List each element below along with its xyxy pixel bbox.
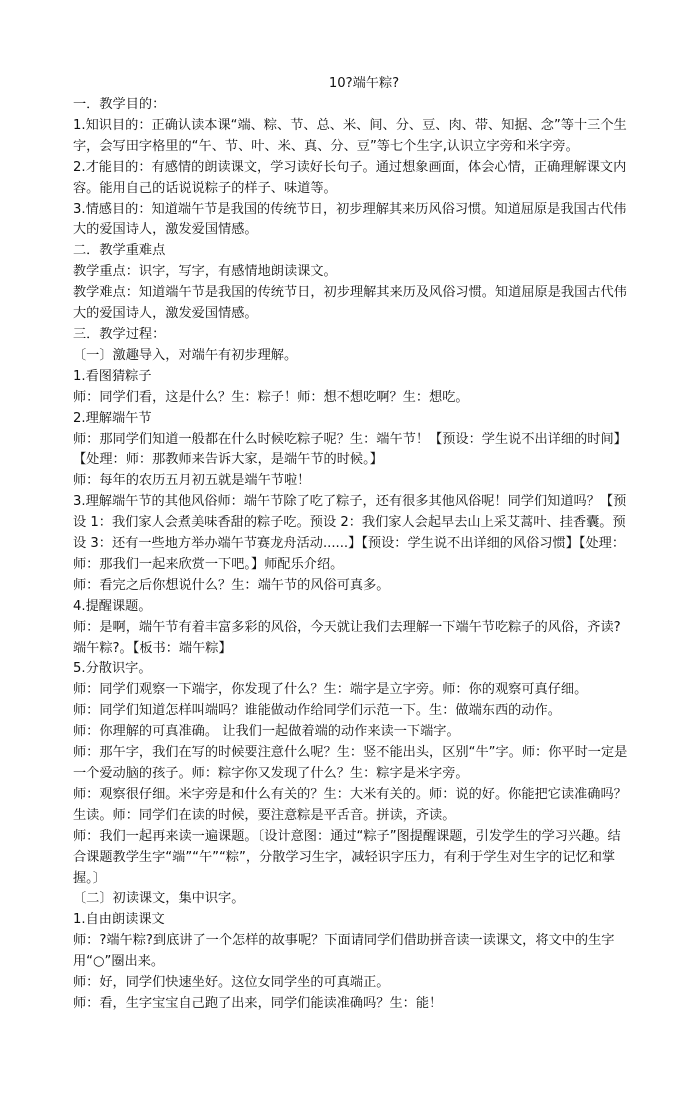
- paragraph-knowledge-objective: 1.知识目的：正确认读本课“端、粽、节、总、米、间、分、豆、肉、带、知据、念”等十三个生字，会写田字格里的“午、节、叶、米、真、分、豆”等七个生字,认识立字旁和米字旁。: [73, 117, 627, 154]
- paragraph-difficult-point: 教学难点：知道端午节是我国的传统节日，初步理解其来历及风俗习惯。知道屈原是我国古代伟大的爱国诗人，激发爱国情感。: [73, 285, 627, 322]
- section-heading-objectives: 一．教学目的：: [73, 97, 166, 112]
- section-heading-process: 三．教学过程：: [73, 326, 166, 342]
- paragraph-dialogue: 师：观察很仔细。米字旁是和什么有关的？生：大米有关的。师：说的好。你能把它读准确吗？生读。师：同学们在读的时候，要注意粽是平舌音。拼读，齐读。: [73, 786, 627, 823]
- step-heading: 2.理解端午节: [73, 410, 152, 426]
- paragraph-key-point: 教学重点：识字，写字，有感情地朗读课文。: [73, 264, 337, 280]
- paragraph-dialogue: 师：是啊，端午节有着丰富多彩的风俗，今天就让我们去理解一下端午节吃粽子的风俗，齐读?端午粽?。【板书：端午粽】: [73, 619, 621, 656]
- paragraph-dialogue: 师：你理解的可真准确。 让我们一起做着端的动作来读一下端字。: [73, 724, 460, 740]
- document-page: [73, 74, 629, 1015]
- paragraph-ability-objective: 2.才能目的：有感情的朗读课文，学习读好长句子。通过想象画面，体会心情，正确理解课文内容。能用自己的话说说粽子的样子、味道等。: [73, 159, 627, 196]
- paragraph-dialogue: 师：看，生字宝宝自己跑了出来，同学们能读准确吗？生：能！: [73, 995, 443, 1011]
- step-heading: 4.提醒课题。: [73, 598, 152, 614]
- paragraph-dialogue: 师：每年的农历五月初五就是端午节啦！: [73, 473, 311, 489]
- paragraph-dialogue: 师：同学们观察一下端字，你发现了什么？生：端字是立字旁。师：你的观察可真仔细。: [73, 682, 588, 698]
- paragraph-dialogue: 师：那午字，我们在写的时候要注意什么呢？生：竖不能出头，区别“牛”字。师：你平时一定是一个爱动脑的孩子。师：粽字你又发现了什么？生：粽字是米字旁。: [73, 745, 628, 781]
- paragraph-dialogue: 师：那同学们知道一般都在什么时候吃粽子呢？生：端午节！【预设：学生说不出详细的时间】【处理：师：那教师来告诉大家，是端午节的时候。】: [73, 431, 627, 468]
- paragraph-dialogue: 师：我们一起再来读一遍课题。〔设计意图：通过“粽子”图提醒课题，引发学生的学习兴趣。结合课题教学生字“端”“午”“粽”，分散学习生字，减轻识字压力，有利于学生对生字的记忆和掌握。〕: [73, 828, 621, 886]
- section-heading-key-points: 二．教学重难点: [73, 243, 166, 259]
- paragraph-dialogue: 师：同学们知道怎样叫端吗？谁能做动作给同学们示范一下。生：做端东西的动作。: [73, 703, 561, 719]
- paragraph-dialogue: 师：?端午粽?到底讲了一个怎样的故事呢？下面请同学们借助拼音读一读课文，将文中的生字用“○”圈出来。: [73, 933, 615, 970]
- paragraph-dialogue: 3.理解端午节的其他风俗师：端午节除了吃了粽子，还有很多其他风俗呢！同学们知道吗？【预设 1：我们家人会煮美味香甜的粽子吃。预设 2：我们家人会起早去山上采艾蒿叶、挂香囊。预设 3：还有一些地方举办端午节赛龙舟活动......】【预设：学生说不出详细的风俗习惯】【处理：师：那我们一起来欣赏一下吧。】师配乐介绍。: [73, 494, 627, 572]
- step-heading: 5.分散识字。: [73, 661, 152, 677]
- subsection-heading-intro: 〔一〕激趣导入，对端午有初步理解。: [73, 347, 298, 363]
- paragraph-emotion-objective: 3.情感目的：知道端午节是我国的传统节日，初步理解其来历风俗习惯。知道屈原是我国古代伟大的爱国诗人，激发爱国情感。: [73, 201, 627, 238]
- paragraph-dialogue: 师：好，同学们快速坐好。这位女同学坐的可真端正。: [73, 975, 390, 991]
- paragraph-dialogue: 师：看完之后你想说什么？生：端午节的风俗可真多。: [73, 577, 390, 593]
- paragraph-dialogue: 师：同学们看，这是什么？生：粽子！师：想不想吃啊？生：想吃。: [73, 389, 469, 405]
- subsection-heading-reading: 〔二〕初读课文，集中识字。: [73, 891, 245, 907]
- step-heading: 1.自由朗读课文: [73, 912, 165, 928]
- step-heading: 1.看图猜粽子: [73, 368, 152, 384]
- document-title: 10?端午粽?: [328, 76, 400, 91]
